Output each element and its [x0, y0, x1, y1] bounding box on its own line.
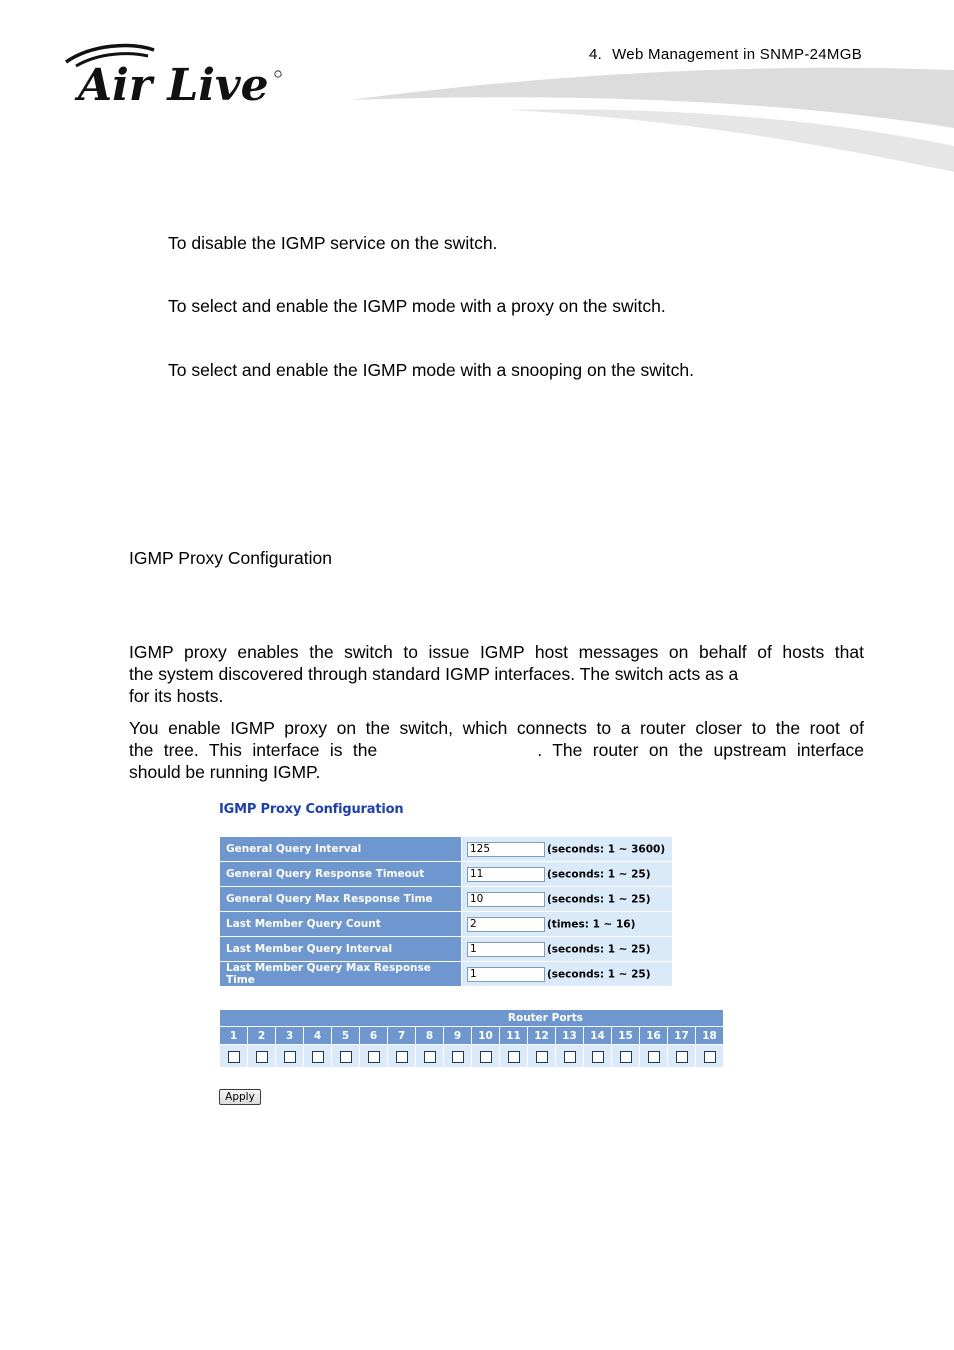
port-number-header: 13	[556, 1027, 584, 1045]
port-number-header: 14	[584, 1027, 612, 1045]
setting-label: General Query Max Response Time	[220, 887, 462, 912]
setting-value-cell	[462, 937, 673, 962]
port-number-header: 10	[472, 1027, 500, 1045]
table-row	[220, 837, 673, 862]
port-checkbox-cell	[696, 1045, 724, 1068]
port-number-header: 4	[304, 1027, 332, 1045]
port-number-header: 11	[500, 1027, 528, 1045]
logo-wordmark: Air Live	[78, 60, 269, 110]
port-checkbox-cell	[360, 1045, 388, 1068]
chapter-heading	[579, 46, 862, 63]
port-checkbox-cell	[276, 1045, 304, 1068]
port-number-header: 1	[220, 1027, 248, 1045]
port-number-header: 8	[416, 1027, 444, 1045]
router-port-checkbox[interactable]	[648, 1051, 660, 1063]
table-row	[220, 912, 673, 937]
port-number-header: 7	[388, 1027, 416, 1045]
table-row	[220, 862, 673, 887]
router-port-checkbox[interactable]	[564, 1051, 576, 1063]
option-disable-description: To disable the IGMP service on the switch.	[168, 233, 498, 253]
port-checkbox-cell	[416, 1045, 444, 1068]
last-member-query-max-response-time-input[interactable]	[467, 967, 545, 982]
paragraph-igmp-proxy-intro	[129, 641, 864, 707]
setting-label: Last Member Query Interval	[220, 937, 462, 962]
router-port-checkbox[interactable]	[592, 1051, 604, 1063]
port-checkbox-cell	[668, 1045, 696, 1068]
port-checkbox-cell	[640, 1045, 668, 1068]
router-port-checkbox[interactable]	[228, 1051, 240, 1063]
general-query-max-response-time-input[interactable]	[467, 892, 545, 907]
port-number-header: 15	[612, 1027, 640, 1045]
router-port-checkbox[interactable]	[424, 1051, 436, 1063]
setting-hint: (seconds: 1 ~ 25)	[547, 943, 651, 955]
router-port-checkbox[interactable]	[396, 1051, 408, 1063]
port-number-header: 5	[332, 1027, 360, 1045]
apply-button[interactable]: Apply	[219, 1089, 261, 1105]
setting-hint: (seconds: 1 ~ 3600)	[547, 843, 666, 855]
setting-hint: (seconds: 1 ~ 25)	[547, 868, 651, 880]
port-checkbox-cell	[388, 1045, 416, 1068]
port-number-header: 17	[668, 1027, 696, 1045]
router-port-checkbox[interactable]	[312, 1051, 324, 1063]
airlive-logo	[62, 40, 292, 110]
setting-label: Last Member Query Count	[220, 912, 462, 937]
paragraph-line: IGMP proxy enables the switch to issue IGMP host messages on behalf of hosts that	[129, 642, 864, 662]
option-proxy-description: To select and enable the IGMP mode with a proxy on the switch.	[168, 296, 666, 316]
router-ports-table	[219, 1009, 724, 1068]
router-port-checkbox[interactable]	[368, 1051, 380, 1063]
chapter-title: Web Management in SNMP-24MGB	[612, 46, 862, 63]
chapter-number: 4.	[588, 46, 603, 63]
paragraph-line-2	[129, 739, 864, 761]
igmp-proxy-settings-table	[219, 836, 673, 987]
router-port-checkbox[interactable]	[508, 1051, 520, 1063]
port-number-header: 16	[640, 1027, 668, 1045]
header-swoosh-decoration	[330, 60, 954, 180]
paragraph-line: You enable IGMP proxy on the switch, which connects to a router closer to the root of	[129, 718, 864, 738]
port-number-header: 6	[360, 1027, 388, 1045]
port-checkbox-cell	[612, 1045, 640, 1068]
option-snooping-description: To select and enable the IGMP mode with a snooping on the switch.	[168, 360, 694, 380]
router-port-checkbox[interactable]	[620, 1051, 632, 1063]
port-checkbox-cell	[472, 1045, 500, 1068]
igmp-proxy-config-title: IGMP Proxy Configuration	[219, 802, 404, 817]
setting-hint: (times: 1 ~ 16)	[547, 918, 636, 930]
paragraph-fragment: the tree. This interface is the	[129, 740, 378, 760]
router-ports-header-row	[220, 1010, 724, 1027]
port-number-header: 3	[276, 1027, 304, 1045]
setting-hint: (seconds: 1 ~ 25)	[547, 968, 651, 980]
router-port-checkbox[interactable]	[480, 1051, 492, 1063]
general-query-interval-input[interactable]	[467, 842, 545, 857]
setting-value-cell	[462, 862, 673, 887]
table-row	[220, 962, 673, 987]
setting-hint: (seconds: 1 ~ 25)	[547, 893, 651, 905]
router-port-checkbox[interactable]	[536, 1051, 548, 1063]
router-port-checkbox[interactable]	[676, 1051, 688, 1063]
port-number-header: 9	[444, 1027, 472, 1045]
port-number-header: 18	[696, 1027, 724, 1045]
paragraph-line: the system discovered through standard IGMP interfaces. The switch acts as a	[129, 664, 739, 684]
airlive-logo-graphic	[62, 40, 292, 110]
setting-label: Last Member Query Max Response Time	[220, 962, 462, 987]
paragraph-line: for its hosts.	[129, 686, 224, 706]
port-checkbox-cell	[584, 1045, 612, 1068]
setting-label: General Query Interval	[220, 837, 462, 862]
port-checkbox-row	[220, 1045, 724, 1068]
setting-value-cell	[462, 887, 673, 912]
router-port-checkbox[interactable]	[340, 1051, 352, 1063]
last-member-query-interval-input[interactable]	[467, 942, 545, 957]
router-port-checkbox[interactable]	[256, 1051, 268, 1063]
port-checkbox-cell	[248, 1045, 276, 1068]
port-checkbox-cell	[528, 1045, 556, 1068]
last-member-query-count-input[interactable]	[467, 917, 545, 932]
setting-value-cell	[462, 837, 673, 862]
setting-label: General Query Response Timeout	[220, 862, 462, 887]
paragraph-fragment: . The router on the upstream interface	[537, 740, 864, 760]
router-port-checkbox[interactable]	[704, 1051, 716, 1063]
paragraph-igmp-proxy-upstream	[129, 717, 864, 783]
port-number-row	[220, 1027, 724, 1045]
table-row	[220, 937, 673, 962]
port-checkbox-cell	[500, 1045, 528, 1068]
table-row	[220, 887, 673, 912]
router-port-checkbox[interactable]	[452, 1051, 464, 1063]
port-checkbox-cell	[304, 1045, 332, 1068]
general-query-response-timeout-input[interactable]	[467, 867, 545, 882]
port-number-header: 12	[528, 1027, 556, 1045]
setting-value-cell	[462, 962, 673, 987]
port-number-header: 2	[248, 1027, 276, 1045]
port-checkbox-cell	[220, 1045, 248, 1068]
setting-value-cell	[462, 912, 673, 937]
router-ports-label: Router Ports	[220, 1010, 724, 1027]
section-title: IGMP Proxy Configuration	[129, 548, 332, 568]
port-checkbox-cell	[332, 1045, 360, 1068]
port-checkbox-cell	[556, 1045, 584, 1068]
port-checkbox-cell	[444, 1045, 472, 1068]
router-port-checkbox[interactable]	[284, 1051, 296, 1063]
paragraph-line: should be running IGMP.	[129, 762, 321, 782]
